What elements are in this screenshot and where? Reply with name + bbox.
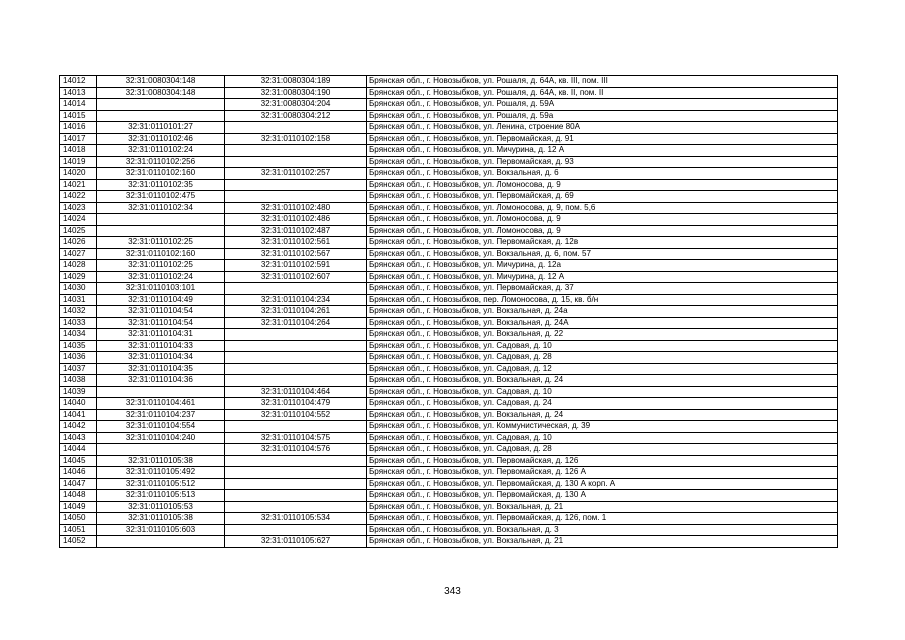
cadastral-number-cell: 32:31:0080304:148 (97, 76, 225, 88)
cadastral-number-cell (97, 214, 225, 226)
row-number-cell: 14045 (60, 455, 97, 467)
address-cell: Брянская обл., г. Новозыбков, ул. Садовая, д. 10 (367, 432, 838, 444)
cadastral-number-cell: 32:31:0110102:24 (97, 271, 225, 283)
address-cell: Брянская обл., г. Новозыбков, ул. Мичурина, д. 12 А (367, 271, 838, 283)
address-cell: Брянская обл., г. Новозыбков, ул. Садовая, д. 12 (367, 363, 838, 375)
linked-cadastral-number-cell (225, 363, 367, 375)
row-number-cell: 14030 (60, 283, 97, 295)
row-number-cell: 14041 (60, 409, 97, 421)
address-cell: Брянская обл., г. Новозыбков, ул. Первомайская, д. 12в (367, 237, 838, 249)
linked-cadastral-number-cell: 32:31:0110105:627 (225, 536, 367, 548)
cadastral-number-cell: 32:31:0110104:34 (97, 352, 225, 364)
address-cell: Брянская обл., г. Новозыбков, ул. Первомайская, д. 126, пом. 1 (367, 513, 838, 525)
table-row (60, 306, 838, 318)
linked-cadastral-number-cell (225, 179, 367, 191)
linked-cadastral-number-cell: 32:31:0110104:264 (225, 317, 367, 329)
cadastral-number-cell: 32:31:0110104:240 (97, 432, 225, 444)
row-number-cell: 14014 (60, 99, 97, 111)
address-cell: Брянская обл., г. Новозыбков, ул. Садовая, д. 10 (367, 386, 838, 398)
linked-cadastral-number-cell: 32:31:0110102:561 (225, 237, 367, 249)
table-row (60, 294, 838, 306)
row-number-cell: 14020 (60, 168, 97, 180)
table-row (60, 444, 838, 456)
table-row (60, 271, 838, 283)
row-number-cell: 14043 (60, 432, 97, 444)
linked-cadastral-number-cell (225, 455, 367, 467)
table-row (60, 122, 838, 134)
address-cell: Брянская обл., г. Новозыбков, ул. Рошаля, д. 64А, кв. III, пом. III (367, 76, 838, 88)
row-number-cell: 14044 (60, 444, 97, 456)
table-row (60, 168, 838, 180)
cadastral-number-cell: 32:31:0110105:512 (97, 478, 225, 490)
row-number-cell: 14050 (60, 513, 97, 525)
table-row (60, 225, 838, 237)
row-number-cell: 14034 (60, 329, 97, 341)
row-number-cell: 14038 (60, 375, 97, 387)
cadastral-number-cell: 32:31:0110104:35 (97, 363, 225, 375)
table-row (60, 455, 838, 467)
row-number-cell: 14047 (60, 478, 97, 490)
row-number-cell: 14035 (60, 340, 97, 352)
row-number-cell: 14012 (60, 76, 97, 88)
address-cell: Брянская обл., г. Новозыбков, ул. Вокзальная, д. 21 (367, 501, 838, 513)
table-row (60, 432, 838, 444)
cadastral-number-cell (97, 386, 225, 398)
cadastral-number-cell: 32:31:0110101:27 (97, 122, 225, 134)
cadastral-number-cell: 32:31:0110102:160 (97, 248, 225, 260)
linked-cadastral-number-cell: 32:31:0110104:464 (225, 386, 367, 398)
cadastral-number-cell: 32:31:0110102:160 (97, 168, 225, 180)
cadastral-number-cell: 32:31:0110105:38 (97, 513, 225, 525)
address-cell: Брянская обл., г. Новозыбков, ул. Вокзальная, д. 24 (367, 409, 838, 421)
table-row (60, 248, 838, 260)
address-cell: Брянская обл., г. Новозыбков, ул. Вокзальная, д. 21 (367, 536, 838, 548)
row-number-cell: 14037 (60, 363, 97, 375)
cadastral-number-cell: 32:31:0110102:475 (97, 191, 225, 203)
linked-cadastral-number-cell (225, 352, 367, 364)
row-number-cell: 14046 (60, 467, 97, 479)
table-row (60, 513, 838, 525)
row-number-cell: 14031 (60, 294, 97, 306)
linked-cadastral-number-cell (225, 375, 367, 387)
register-table-body (60, 76, 838, 548)
cadastral-number-cell (97, 99, 225, 111)
table-row (60, 398, 838, 410)
table-row (60, 145, 838, 157)
linked-cadastral-number-cell (225, 501, 367, 513)
address-cell: Брянская обл., г. Новозыбков, ул. Ломоносова, д. 9 (367, 179, 838, 191)
row-number-cell: 14017 (60, 133, 97, 145)
address-cell: Брянская обл., г. Новозыбков, ул. Вокзальная, д. 22 (367, 329, 838, 341)
linked-cadastral-number-cell (225, 524, 367, 536)
linked-cadastral-number-cell (225, 145, 367, 157)
row-number-cell: 14015 (60, 110, 97, 122)
address-cell: Брянская обл., г. Новозыбков, ул. Вокзальная, д. 3 (367, 524, 838, 536)
address-cell: Брянская обл., г. Новозыбков, ул. Вокзальная, д. 6, пом. 57 (367, 248, 838, 260)
row-number-cell: 14040 (60, 398, 97, 410)
address-cell: Брянская обл., г. Новозыбков, ул. Ленина, строение 80А (367, 122, 838, 134)
linked-cadastral-number-cell (225, 467, 367, 479)
linked-cadastral-number-cell: 32:31:0110104:234 (225, 294, 367, 306)
linked-cadastral-number-cell: 32:31:0110102:567 (225, 248, 367, 260)
table-row (60, 386, 838, 398)
address-cell: Брянская обл., г. Новозыбков, ул. Ломоносова, д. 9 (367, 225, 838, 237)
address-cell: Брянская обл., г. Новозыбков, ул. Вокзальная, д. 24 (367, 375, 838, 387)
row-number-cell: 14018 (60, 145, 97, 157)
table-row (60, 237, 838, 249)
linked-cadastral-number-cell: 32:31:0110102:607 (225, 271, 367, 283)
row-number-cell: 14032 (60, 306, 97, 318)
address-cell: Брянская обл., г. Новозыбков, ул. Рошаля, д. 59А (367, 99, 838, 111)
linked-cadastral-number-cell: 32:31:0110104:479 (225, 398, 367, 410)
address-cell: Брянская обл., г. Новозыбков, пер. Ломоносова, д. 15, кв. б/н (367, 294, 838, 306)
linked-cadastral-number-cell: 32:31:0080304:189 (225, 76, 367, 88)
address-cell: Брянская обл., г. Новозыбков, ул. Рошаля, д. 59а (367, 110, 838, 122)
row-number-cell: 14016 (60, 122, 97, 134)
row-number-cell: 14021 (60, 179, 97, 191)
linked-cadastral-number-cell (225, 490, 367, 502)
cadastral-number-cell: 32:31:0110102:24 (97, 145, 225, 157)
linked-cadastral-number-cell: 32:31:0110102:257 (225, 168, 367, 180)
table-row (60, 179, 838, 191)
row-number-cell: 14042 (60, 421, 97, 433)
cadastral-number-cell: 32:31:0110104:31 (97, 329, 225, 341)
table-row (60, 524, 838, 536)
linked-cadastral-number-cell: 32:31:0110102:487 (225, 225, 367, 237)
cadastral-number-cell: 32:31:0110104:33 (97, 340, 225, 352)
row-number-cell: 14036 (60, 352, 97, 364)
address-cell: Брянская обл., г. Новозыбков, ул. Вокзальная, д. 24А (367, 317, 838, 329)
cadastral-number-cell: 32:31:0110102:34 (97, 202, 225, 214)
table-row (60, 99, 838, 111)
cadastral-number-cell: 32:31:0110105:603 (97, 524, 225, 536)
linked-cadastral-number-cell: 32:31:0110102:591 (225, 260, 367, 272)
cadastral-number-cell (97, 536, 225, 548)
cadastral-number-cell: 32:31:0110104:54 (97, 317, 225, 329)
cadastral-number-cell (97, 225, 225, 237)
property-register-table (59, 75, 838, 548)
table-row (60, 409, 838, 421)
row-number-cell: 14049 (60, 501, 97, 513)
address-cell: Брянская обл., г. Новозыбков, ул. Первомайская, д. 37 (367, 283, 838, 295)
address-cell: Брянская обл., г. Новозыбков, ул. Первомайская, д. 126 А (367, 467, 838, 479)
table-row (60, 329, 838, 341)
linked-cadastral-number-cell: 32:31:0110104:261 (225, 306, 367, 318)
linked-cadastral-number-cell (225, 340, 367, 352)
row-number-cell: 14019 (60, 156, 97, 168)
linked-cadastral-number-cell (225, 283, 367, 295)
row-number-cell: 14022 (60, 191, 97, 203)
table-row (60, 340, 838, 352)
table-row (60, 133, 838, 145)
address-cell: Брянская обл., г. Новозыбков, ул. Первомайская, д. 130 А (367, 490, 838, 502)
table-row (60, 501, 838, 513)
cadastral-number-cell: 32:31:0110105:513 (97, 490, 225, 502)
linked-cadastral-number-cell: 32:31:0110104:576 (225, 444, 367, 456)
row-number-cell: 14026 (60, 237, 97, 249)
table-row (60, 478, 838, 490)
row-number-cell: 14033 (60, 317, 97, 329)
cadastral-number-cell: 32:31:0110102:256 (97, 156, 225, 168)
linked-cadastral-number-cell (225, 156, 367, 168)
address-cell: Брянская обл., г. Новозыбков, ул. Мичурина, д. 12а (367, 260, 838, 272)
cadastral-number-cell: 32:31:0110105:53 (97, 501, 225, 513)
table-row (60, 352, 838, 364)
linked-cadastral-number-cell (225, 191, 367, 203)
cadastral-number-cell: 32:31:0110104:54 (97, 306, 225, 318)
table-row (60, 536, 838, 548)
address-cell: Брянская обл., г. Новозыбков, ул. Садовая, д. 28 (367, 352, 838, 364)
address-cell: Брянская обл., г. Новозыбков, ул. Мичурина, д. 12 А (367, 145, 838, 157)
linked-cadastral-number-cell (225, 329, 367, 341)
row-number-cell: 14027 (60, 248, 97, 260)
cadastral-number-cell: 32:31:0110104:36 (97, 375, 225, 387)
table-row (60, 467, 838, 479)
linked-cadastral-number-cell: 32:31:0110102:158 (225, 133, 367, 145)
table-row (60, 214, 838, 226)
table-row (60, 421, 838, 433)
cadastral-number-cell: 32:31:0110102:25 (97, 260, 225, 272)
address-cell: Брянская обл., г. Новозыбков, ул. Вокзальная, д. 6 (367, 168, 838, 180)
row-number-cell: 14048 (60, 490, 97, 502)
address-cell: Брянская обл., г. Новозыбков, ул. Садовая, д. 28 (367, 444, 838, 456)
row-number-cell: 14028 (60, 260, 97, 272)
row-number-cell: 14029 (60, 271, 97, 283)
cadastral-number-cell: 32:31:0080304:148 (97, 87, 225, 99)
linked-cadastral-number-cell: 32:31:0110102:486 (225, 214, 367, 226)
row-number-cell: 14039 (60, 386, 97, 398)
table-row (60, 490, 838, 502)
address-cell: Брянская обл., г. Новозыбков, ул. Коммунистическая, д. 39 (367, 421, 838, 433)
linked-cadastral-number-cell (225, 478, 367, 490)
cadastral-number-cell: 32:31:0110104:461 (97, 398, 225, 410)
table-row (60, 375, 838, 387)
table-row (60, 76, 838, 88)
cadastral-number-cell: 32:31:0110104:554 (97, 421, 225, 433)
cadastral-number-cell: 32:31:0110102:46 (97, 133, 225, 145)
address-cell: Брянская обл., г. Новозыбков, ул. Вокзальная, д. 24а (367, 306, 838, 318)
page-number: 343 (444, 586, 461, 597)
row-number-cell: 14051 (60, 524, 97, 536)
table-row (60, 202, 838, 214)
address-cell: Брянская обл., г. Новозыбков, ул. Первомайская, д. 126 (367, 455, 838, 467)
row-number-cell: 14013 (60, 87, 97, 99)
linked-cadastral-number-cell (225, 421, 367, 433)
linked-cadastral-number-cell (225, 122, 367, 134)
linked-cadastral-number-cell: 32:31:0080304:212 (225, 110, 367, 122)
cadastral-number-cell: 32:31:0110102:35 (97, 179, 225, 191)
cadastral-number-cell: 32:31:0110104:49 (97, 294, 225, 306)
table-row (60, 191, 838, 203)
cadastral-number-cell: 32:31:0110104:237 (97, 409, 225, 421)
address-cell: Брянская обл., г. Новозыбков, ул. Первомайская, д. 69 (367, 191, 838, 203)
address-cell: Брянская обл., г. Новозыбков, ул. Садовая, д. 10 (367, 340, 838, 352)
table-row (60, 260, 838, 272)
cadastral-number-cell: 32:31:0110105:492 (97, 467, 225, 479)
row-number-cell: 14052 (60, 536, 97, 548)
row-number-cell: 14023 (60, 202, 97, 214)
table-row (60, 110, 838, 122)
row-number-cell: 14024 (60, 214, 97, 226)
linked-cadastral-number-cell: 32:31:0110104:552 (225, 409, 367, 421)
address-cell: Брянская обл., г. Новозыбков, ул. Рошаля, д. 64А, кв. II, пом. II (367, 87, 838, 99)
table-row (60, 156, 838, 168)
address-cell: Брянская обл., г. Новозыбков, ул. Садовая, д. 24 (367, 398, 838, 410)
cadastral-number-cell (97, 444, 225, 456)
cadastral-number-cell: 32:31:0110103:101 (97, 283, 225, 295)
address-cell: Брянская обл., г. Новозыбков, ул. Ломоносова, д. 9 (367, 214, 838, 226)
table-row (60, 363, 838, 375)
cadastral-number-cell (97, 110, 225, 122)
address-cell: Брянская обл., г. Новозыбков, ул. Ломоносова, д. 9, пом. 5,6 (367, 202, 838, 214)
address-cell: Брянская обл., г. Новозыбков, ул. Первомайская, д. 91 (367, 133, 838, 145)
document-sheet (59, 75, 837, 548)
row-number-cell: 14025 (60, 225, 97, 237)
linked-cadastral-number-cell: 32:31:0110104:575 (225, 432, 367, 444)
table-row (60, 87, 838, 99)
cadastral-number-cell: 32:31:0110102:25 (97, 237, 225, 249)
table-row (60, 283, 838, 295)
linked-cadastral-number-cell: 32:31:0110102:480 (225, 202, 367, 214)
linked-cadastral-number-cell: 32:31:0080304:190 (225, 87, 367, 99)
address-cell: Брянская обл., г. Новозыбков, ул. Первомайская, д. 93 (367, 156, 838, 168)
cadastral-number-cell: 32:31:0110105:38 (97, 455, 225, 467)
linked-cadastral-number-cell: 32:31:0080304:204 (225, 99, 367, 111)
address-cell: Брянская обл., г. Новозыбков, ул. Первомайская, д. 130 А корп. А (367, 478, 838, 490)
linked-cadastral-number-cell: 32:31:0110105:534 (225, 513, 367, 525)
table-row (60, 317, 838, 329)
